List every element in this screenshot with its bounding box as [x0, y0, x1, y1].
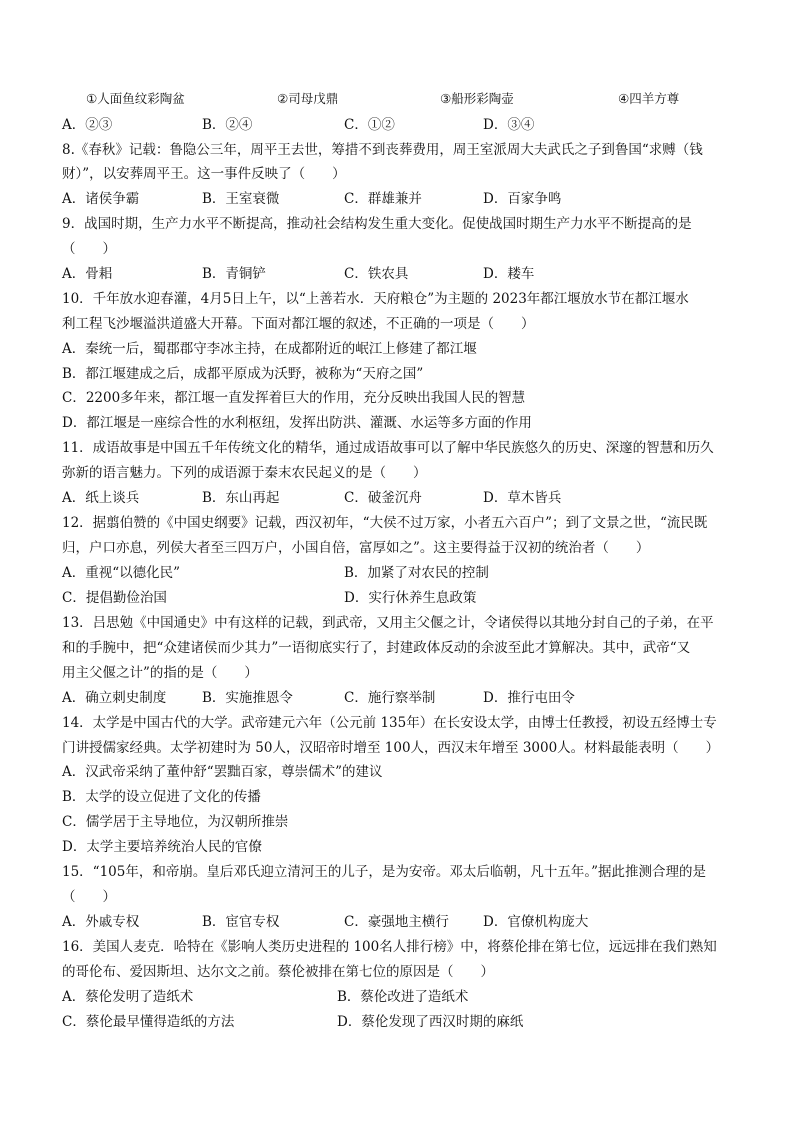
option-b: B．蔡伦改进了造纸术	[337, 989, 469, 1005]
option-c: C．群雄兼并	[344, 191, 422, 207]
caption-4: ④四羊方尊	[618, 91, 680, 106]
option-a: A．汉武帝采纳了董仲舒“罢黜百家，尊崇儒术”的建议	[62, 764, 383, 780]
option-c: C．施行察举制	[344, 690, 436, 706]
q15-options	[62, 913, 742, 931]
q11-options	[62, 489, 742, 507]
q16-options-row2	[62, 1013, 742, 1031]
option-a: A．重视“以德化民”	[62, 565, 181, 581]
question-text: 8.《春秋》记载：鲁隐公三年，周平王去世，筹措不到丧葬费用，周王室派周大夫武氏之子到鲁国“求赙（钱	[62, 142, 703, 158]
question-text: 利工程飞沙堰溢洪道盛大开幕。下面对都江堰的叙述，不正确的一项是（ ）	[62, 316, 535, 332]
option-a: A．秦统一后，蜀郡郡守李冰主持，在成都附近的岷江上修建了都江堰	[62, 341, 477, 357]
option-b: B．东山再起	[202, 490, 280, 506]
option-d: D．都江堰是一座综合性的水利枢纽，发挥出防洪、灌溉、水运等多方面的作用	[62, 415, 532, 431]
option-b: B．宦官专权	[202, 914, 280, 930]
q7-options	[62, 116, 742, 134]
q8-options	[62, 190, 742, 208]
option-b: B．实施推恩令	[202, 690, 293, 706]
option-b: B．青铜铲	[202, 266, 266, 282]
caption-2: ②司母戊鼎	[277, 91, 339, 106]
option-c: C．①②	[344, 117, 395, 133]
question-text: 和的手腕中，把“众建诸侯而少其力”一语彻底实行了，封建政体反动的余波至此才算解决。其中，武帝“又	[62, 640, 691, 656]
option-b: B．太学的设立促进了文化的传播	[62, 789, 261, 805]
question-text: 16．美国人麦克．哈特在《影响人类历史进程的 100名人排行榜》中，将蔡伦排在第七位，远远排在我们熟知	[62, 939, 717, 955]
option-b: B．都江堰建成之后，成都平原成为沃野，被称为“天府之国”	[62, 366, 424, 382]
option-d: D．耧车	[483, 266, 535, 282]
option-a: A．诸侯争霸	[62, 191, 140, 207]
option-c: C．儒学居于主导地位，为汉朝所推崇	[62, 814, 289, 830]
question-text: 9．战国时期，生产力水平不断提高，推动社会结构发生重大变化。促使战国时期生产力水平不断提高的是	[62, 216, 692, 232]
option-a: A．纸上谈兵	[62, 490, 140, 506]
q9-options	[62, 265, 742, 283]
question-text: 14．太学是中国古代的大学。武帝建元六年（公元前 135年）在长安设太学，由博士任教授，初设五经博士专	[62, 715, 717, 731]
option-c: C．蔡伦最早懂得造纸的方法	[62, 1014, 235, 1030]
question-text: 的哥伦布、爱因斯坦、达尔文之前。蔡伦被排在第七位的原因是（ ）	[62, 964, 494, 980]
q12-options-row1	[62, 564, 742, 582]
option-b: B．加紧了对农民的控制	[344, 565, 489, 581]
option-a: A．确立刺史制度	[62, 690, 167, 706]
option-d: D．太学主要培养统治人民的官僚	[62, 839, 262, 855]
option-b: B．②④	[202, 117, 253, 133]
question-text: 归，户口亦息，列侯大者至三四万户，小国自倍，富厚如之”。这主要得益于汉初的统治者（ ）	[62, 540, 650, 556]
option-d: D．草木皆兵	[483, 490, 562, 506]
option-c: C．提倡勤俭治国	[62, 590, 167, 606]
q13-options	[62, 689, 742, 707]
question-text: 用主父偃之计”的指的是（ ）	[62, 665, 258, 681]
option-a: A．②③	[62, 117, 113, 133]
question-text: （ ）	[62, 241, 116, 257]
caption-3: ③船形彩陶壶	[440, 91, 514, 106]
option-d: D．实行休养生息政策	[344, 590, 477, 606]
q16-options-row1	[62, 988, 742, 1006]
question-text: 11．成语故事是中国五千年传统文化的精华，通过成语故事可以了解中华民族悠久的历史、深邃的智慧和历久	[62, 440, 714, 456]
question-text: 15．“105年，和帝崩。皇后邓氏迎立清河王的儿子，是为安帝。邓太后临朝，凡十五年。”据此推测合理的是	[62, 864, 706, 880]
question-text: 12．据翦伯赞的《中国史纲要》记载，西汉初年，“大侯不过万家，小者五六百户”；到了文景之世，“流民既	[62, 515, 708, 531]
caption-1: ①人面鱼纹彩陶盆	[86, 91, 185, 106]
option-a: A．蔡伦发明了造纸术	[62, 989, 194, 1005]
question-text: 弥新的语言魅力。下列的成语源于秦末农民起义的是（ ）	[62, 465, 427, 481]
option-c: C．破釜沉舟	[344, 490, 422, 506]
question-text: 财）”，以安葬周平王。这一事件反映了（ ）	[62, 166, 346, 182]
option-d: D．百家争鸣	[483, 191, 562, 207]
option-c: C．2200多年来，都江堰一直发挥着巨大的作用，充分反映出我国人民的智慧	[62, 390, 526, 406]
option-d: D．③④	[483, 117, 535, 133]
q7-image-captions	[62, 90, 742, 108]
question-text: 门讲授儒家经典。太学初建时为 50人，汉昭帝时增至 100人，西汉末年增至 3000人。材料最能表明（ ）	[62, 740, 720, 756]
option-c: C．铁农具	[344, 266, 409, 282]
q12-options-row2	[62, 589, 742, 607]
option-a: A．外戚专权	[62, 914, 140, 930]
option-d: D．推行屯田令	[483, 690, 575, 706]
option-b: B．王室衰微	[202, 191, 280, 207]
option-c: C．豪强地主横行	[344, 914, 449, 930]
question-text: 10．千年放水迎春灌，4月5日上午，以“上善若水．天府粮仓”为主题的 2023年都江堰放水节在都江堰水	[62, 291, 689, 307]
question-text: 13．吕思勉《中国通史》中有这样的记载，到武帝，又用主父偃之计，令诸侯得以其地分封自己的子弟，在平	[62, 615, 714, 631]
option-d: D．蔡伦发现了西汉时期的麻纸	[337, 1014, 524, 1030]
option-d: D．官僚机构庞大	[483, 914, 589, 930]
question-text: （ ）	[62, 889, 116, 905]
option-a: A．骨耜	[62, 266, 113, 282]
